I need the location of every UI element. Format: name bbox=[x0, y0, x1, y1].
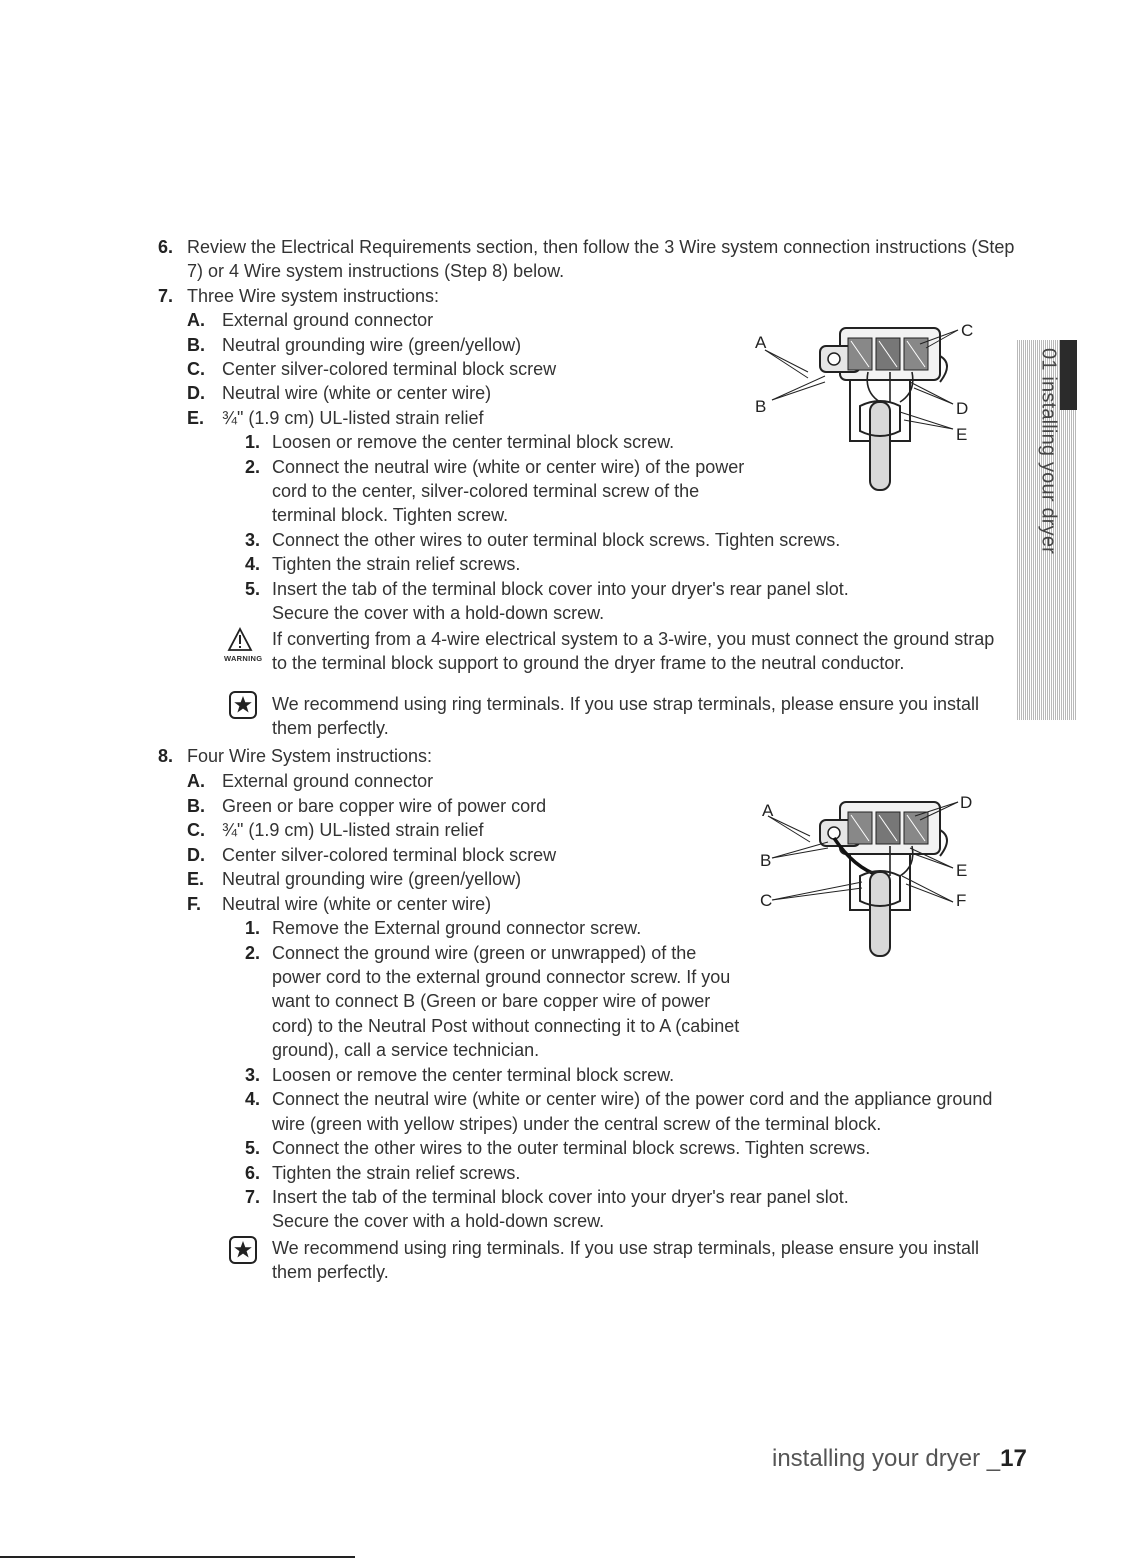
diagram-label-d: D bbox=[956, 399, 969, 418]
part-letter: A. bbox=[187, 310, 205, 330]
step-8-title: Four Wire System instructions: bbox=[187, 746, 433, 766]
substep-line: Connect the neutral wire (white or center wire) of the power cord and the appliance ground bbox=[272, 1089, 993, 1109]
substep-line: Connect the other wires to the outer terminal block screws. Tighten screws. bbox=[272, 1138, 871, 1158]
substep-line: Connect the neutral wire (white or center wire) of the power bbox=[272, 457, 745, 477]
note-line: them perfectly. bbox=[272, 1262, 389, 1282]
substep-line: Loosen or remove the center terminal block screw. bbox=[272, 432, 675, 452]
part-letter: F. bbox=[187, 894, 202, 914]
step-7-title: Three Wire system instructions: bbox=[187, 286, 440, 306]
warning-icon bbox=[227, 627, 253, 653]
substep-number: 1. bbox=[245, 918, 261, 938]
diagram-label-d: D bbox=[960, 793, 973, 812]
part-letter: C. bbox=[187, 359, 205, 379]
substep-number: 6. bbox=[245, 1163, 261, 1183]
substep-number: 2. bbox=[245, 943, 261, 963]
step-6-line-1: Review the Electrical Requirements section, then follow the 3 Wire system connection instructions (Step bbox=[187, 237, 1015, 257]
part-text: Green or bare copper wire of power cord bbox=[222, 796, 547, 816]
star-note-icon bbox=[228, 1235, 258, 1265]
part-letter: E. bbox=[187, 408, 205, 428]
substep-line: cord) to the Neutral Post without connecting it to A (cabinet bbox=[272, 1016, 740, 1036]
step-7-number: 7. bbox=[158, 286, 174, 306]
note-line: We recommend using ring terminals. If you use strap terminals, please ensure you install bbox=[272, 1238, 979, 1258]
substep-number: 5. bbox=[245, 579, 261, 599]
substep-line: wire (green with yellow stripes) under the central screw of the terminal block. bbox=[272, 1114, 882, 1134]
substep-line: want to connect B (Green or bare copper wire of power bbox=[272, 991, 711, 1011]
substep-line: ground), call a service technician. bbox=[272, 1040, 540, 1060]
part-text: Neutral grounding wire (green/yellow) bbox=[222, 869, 522, 889]
part-letter: E. bbox=[187, 869, 205, 889]
substep-line: Connect the other wires to outer terminal block screws. Tighten screws. bbox=[272, 530, 841, 550]
diagram-label-a: A bbox=[762, 801, 774, 820]
substep-number: 4. bbox=[245, 554, 261, 574]
bottom-rule bbox=[0, 1556, 355, 1558]
page-footer bbox=[772, 1447, 1027, 1472]
substep-line: Secure the cover with a hold-down screw. bbox=[272, 603, 605, 623]
note-line: them perfectly. bbox=[272, 718, 389, 738]
chapter-side-tab-label: 01 installing your dryer bbox=[1037, 348, 1060, 555]
step-6-line-2: 7) or 4 Wire system instructions (Step 8) below. bbox=[187, 261, 565, 281]
substep-line: Tighten the strain relief screws. bbox=[272, 1163, 521, 1183]
substep-number: 3. bbox=[245, 530, 261, 550]
step-6-number: 6. bbox=[158, 237, 174, 257]
substep-number: 1. bbox=[245, 432, 261, 452]
part-letter: D. bbox=[187, 383, 205, 403]
diagram-label-c: C bbox=[760, 891, 773, 910]
page-number: 17 bbox=[1000, 1445, 1027, 1472]
part-text: Neutral wire (white or center wire) bbox=[222, 894, 492, 914]
substep-line: power cord to the external ground connector screw. If you bbox=[272, 967, 731, 987]
warning-label: WARNING bbox=[224, 654, 263, 663]
part-text: ¾" (1.9 cm) UL-listed strain relief bbox=[222, 820, 484, 840]
substep-line: Loosen or remove the center terminal block screw. bbox=[272, 1065, 675, 1085]
diagram-label-e: E bbox=[956, 425, 968, 444]
diagram-label-e: E bbox=[956, 861, 968, 880]
part-letter: D. bbox=[187, 845, 205, 865]
part-letter: B. bbox=[187, 335, 205, 355]
part-text: Neutral grounding wire (green/yellow) bbox=[222, 335, 522, 355]
substep-line: Tighten the strain relief screws. bbox=[272, 554, 521, 574]
step-8-number: 8. bbox=[158, 746, 174, 766]
star-note-icon bbox=[228, 690, 258, 720]
chapter-side-tab-marker bbox=[1060, 340, 1077, 410]
warning-line: If converting from a 4-wire electrical system to a 3-wire, you must connect the ground strap bbox=[272, 629, 995, 649]
three-wire-terminal-diagram bbox=[750, 316, 990, 496]
substep-line: Remove the External ground connector screw. bbox=[272, 918, 642, 938]
part-letter: B. bbox=[187, 796, 205, 816]
substep-line: Secure the cover with a hold-down screw. bbox=[272, 1211, 605, 1231]
diagram-label-b: B bbox=[755, 397, 767, 416]
substep-number: 7. bbox=[245, 1187, 261, 1207]
footer-text: installing your dryer _ bbox=[772, 1445, 1001, 1472]
note-line: We recommend using ring terminals. If you use strap terminals, please ensure you install bbox=[272, 694, 979, 714]
substep-number: 4. bbox=[245, 1089, 261, 1109]
substep-number: 3. bbox=[245, 1065, 261, 1085]
diagram-label-c: C bbox=[961, 321, 974, 340]
four-wire-terminal-diagram bbox=[750, 790, 990, 960]
substep-line: Insert the tab of the terminal block cover into your dryer's rear panel slot. bbox=[272, 1187, 849, 1207]
diagram-label-b: B bbox=[760, 851, 772, 870]
warning-line: to the terminal block support to ground the dryer frame to the neutral conductor. bbox=[272, 653, 905, 673]
substep-number: 2. bbox=[245, 457, 261, 477]
substep-line: Connect the ground wire (green or unwrapped) of the bbox=[272, 943, 697, 963]
substep-line: Insert the tab of the terminal block cover into your dryer's rear panel slot. bbox=[272, 579, 849, 599]
part-text: Center silver-colored terminal block screw bbox=[222, 845, 557, 865]
substep-number: 5. bbox=[245, 1138, 261, 1158]
part-text: Neutral wire (white or center wire) bbox=[222, 383, 492, 403]
substep-line: terminal block. Tighten screw. bbox=[272, 505, 509, 525]
part-letter: C. bbox=[187, 820, 205, 840]
part-text: External ground connector bbox=[222, 310, 434, 330]
part-text: ¾" (1.9 cm) UL-listed strain relief bbox=[222, 408, 484, 428]
part-text: External ground connector bbox=[222, 771, 434, 791]
part-text: Center silver-colored terminal block screw bbox=[222, 359, 557, 379]
diagram-label-a: A bbox=[755, 333, 767, 352]
part-letter: A. bbox=[187, 771, 205, 791]
diagram-label-f: F bbox=[956, 891, 967, 910]
substep-line: cord to the center, silver-colored terminal screw of the bbox=[272, 481, 700, 501]
